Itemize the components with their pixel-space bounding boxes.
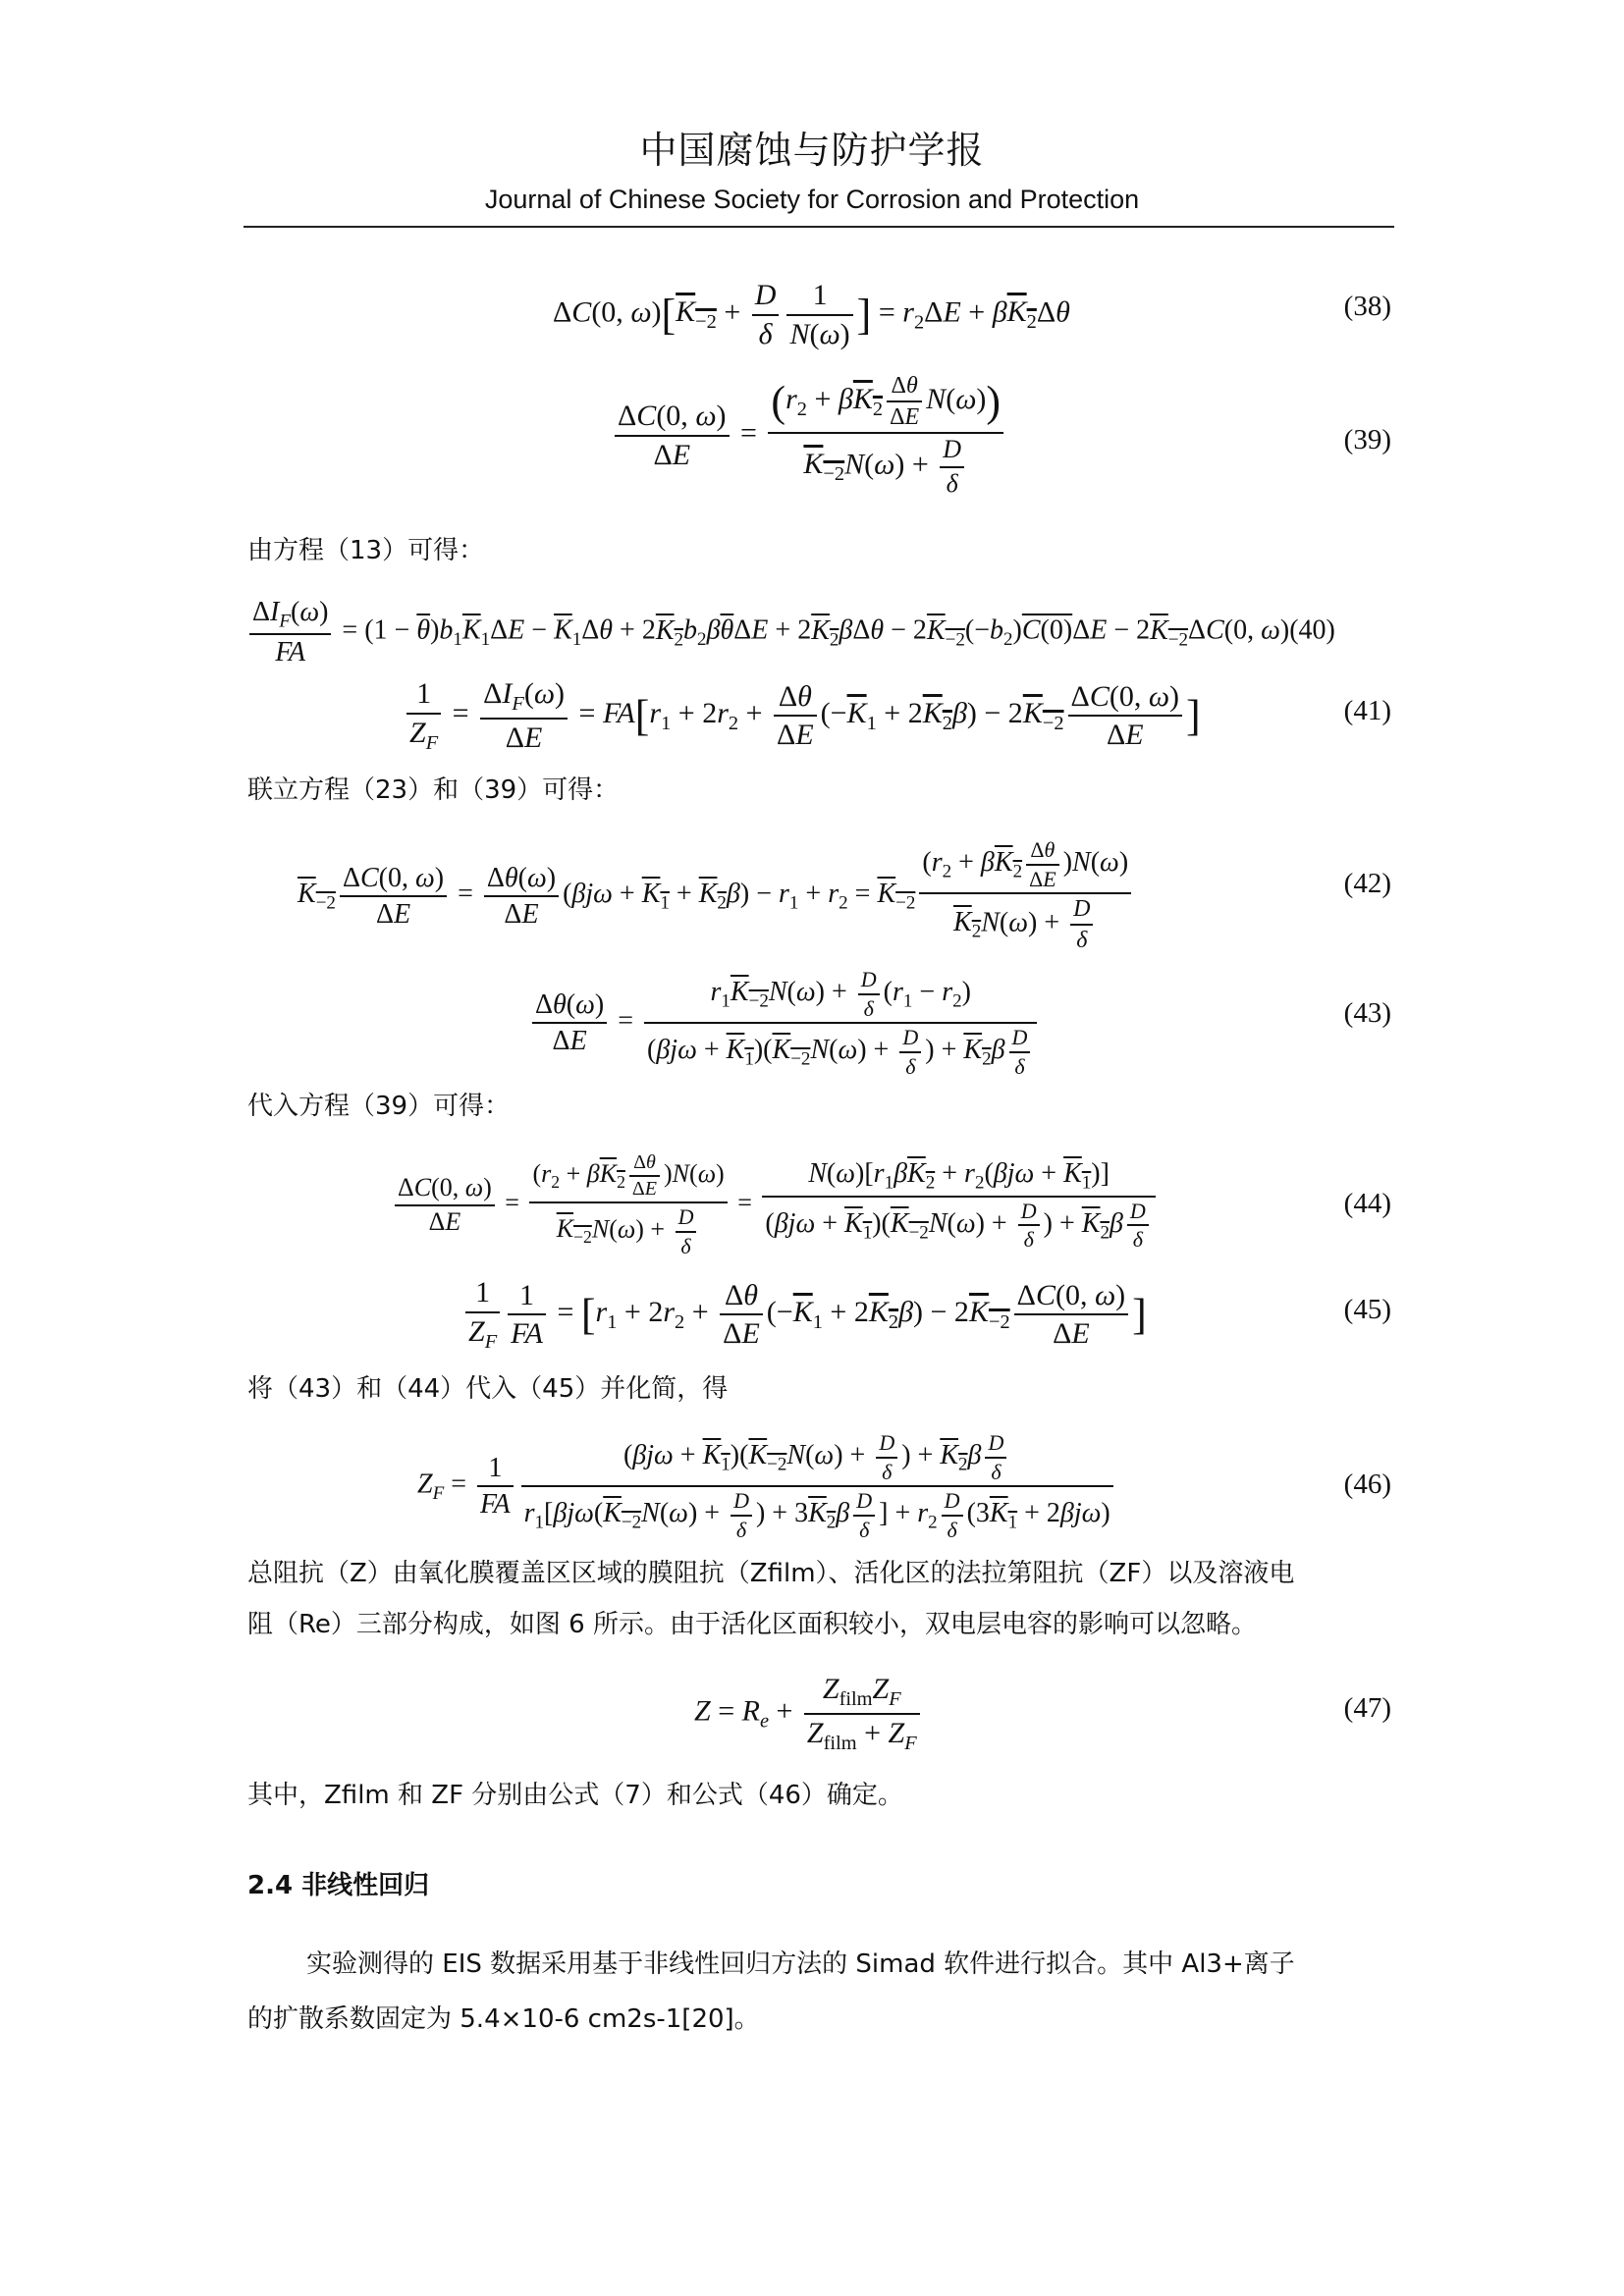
paragraph-sub39: 代入方程（39）可得： bbox=[247, 1092, 511, 1121]
equation-46-body: $Z_F$ = $\frac{1}{FA}$ $(\beta j\omega + K_1)(K_{-2}N(\omega)$ + $\frac{D}{\delta}$ ) + $K_2\beta$ $\frac{D}{\delta}$ $r_1[\beta j\omega(K_{-2}N(\omega)$ + $\frac{D}{\delta}$ ) + $3K_2\beta$ $\frac{D}{\delta}$ ] + $r_2$ $\frac{D}{\delta}$ $(3K_1 + 2\beta j\omega)$ bbox=[417, 1429, 1117, 1543]
equation-42-body: $K_{-2}$ $\frac{\Delta C(0, \omega)}{\Delta E}$ = $\frac{\Delta\theta(\omega)}{\Delta E}$ $(\beta j\omega + K_1 + K_2\beta) - r_1 + r_2 = K_{-2}$ ($r_2 + \beta K_2$ $\frac{\Delta\theta}{\Delta E}$ )N(ω) $K_2N(\omega)$ + $\frac{D}{\delta}$ bbox=[298, 836, 1135, 955]
journal-title-cn: 中国腐蚀与防护学报 bbox=[639, 129, 985, 172]
equation-47-body: $Z = R_e$ + $\frac{Z_{film}Z_F}{Z_{film} + Z_F}$ bbox=[694, 1671, 924, 1756]
section-heading bbox=[247, 1865, 429, 1901]
paragraph-exp-1: 实验测得的 EIS 数据采用基于非线性回归方法的 Simad 软件进行拟合。其中 Al3+离子 bbox=[306, 1949, 1295, 1979]
paragraph-exp-2: 的扩散系数固定为 5.4×10-6 cm2s-1[20]。 bbox=[247, 2004, 760, 2034]
equation-number: (43) bbox=[1343, 997, 1391, 1029]
equation-43-body: $\frac{\Delta\theta(\omega)}{\Delta E}$ = $r_1K_{-2}N(\omega)$ + $\frac{D}{\delta}$ $(r_1 - r_2)$ $(\beta j\omega + K_1)(K_{-2}N(\omega)$ + $\frac{D}{\delta}$ ) + $K_2\beta$ $\frac{D}{\delta}$ bbox=[528, 966, 1041, 1080]
equation-number: (44) bbox=[1343, 1188, 1391, 1219]
equation-44-body: $\frac{\Delta C(0, \omega)}{\Delta E}$ = ($r_2 + \beta K_2$ $\frac{\Delta\theta}{\Delta E}$ )N(ω) $K_{-2}N(\omega)$ + $\frac{D}{\delta}$ = $N(\omega)[r_1\beta K_2 + r_2(\beta j\omega + K_1)]$ $(\beta j\omega + K_1)(K_{-2}N(\omega)$ + $\frac{D}{\delta}$ ) + $K_2\beta$ $\frac{D}{\delta}$ bbox=[391, 1150, 1160, 1259]
equation-41-body: $\frac{1}{Z_F}$ = $\frac{\Delta I_F(\omega)}{\Delta E}$ = $FA[r_1 + 2r_2$ + $\frac{\Delta\theta}{\Delta E}$ $(-\overline{K}_1 + 2K_2\beta) - 2K_{-2}$ $\frac{\Delta C(0, \omega)}{\Delta E}$ ] bbox=[403, 675, 1201, 756]
equation-number: (38) bbox=[1343, 291, 1391, 322]
equation-number: (42) bbox=[1343, 868, 1391, 899]
paragraph-total-2: 阻（Re）三部分构成，如图 6 所示。由于活化区面积较小，双电层电容的影响可以忽略。 bbox=[247, 1610, 1257, 1639]
equation-number: (47) bbox=[1343, 1692, 1391, 1724]
journal-title-en: Journal of Chinese Society for Corrosion and Protection bbox=[484, 185, 1140, 214]
equation-number: (41) bbox=[1343, 695, 1391, 726]
equation-number: (46) bbox=[1343, 1468, 1391, 1500]
paragraph-total-1: 总阻抗（Z）由氧化膜覆盖区区域的膜阻抗（Zfilm）、活化区的法拉第阻抗（ZF）以及溶液电 bbox=[247, 1559, 1295, 1588]
equation-45-body: $\frac{1}{Z_F}$ $\frac{1}{FA}$ = [$r_1 + 2r_2$ + $\frac{\Delta\theta}{\Delta E}$ $(-\overline{K}_1 + 2K_2\beta) - 2K_{-2}$ $\frac{\Delta C(0, \omega)}{\Delta E}$ ] bbox=[461, 1274, 1147, 1355]
paragraph-eq13: 由方程（13）可得： bbox=[247, 536, 485, 565]
equation-number: (45) bbox=[1343, 1294, 1391, 1325]
equation-number: (39) bbox=[1343, 424, 1391, 455]
equation-number: (40) bbox=[1289, 614, 1335, 646]
paragraph-eq23-39: 联立方程（23）和（39）可得： bbox=[247, 775, 620, 805]
header-divider bbox=[244, 226, 1394, 228]
paragraph-sub45: 将（43）和（44）代入（45）并化简，得 bbox=[247, 1374, 729, 1404]
section-number: 2.4 bbox=[247, 1871, 294, 1900]
equation-40-body: $\frac{\Delta I_F(\omega)}{FA}$ = $(1 - \overline{\theta})b_1\overline{K}_1\Delta E - \overline{K}_1\Delta\theta + 2K_2b_2\beta\overline{\theta}\Delta E + 2K_2\beta\Delta\theta - 2K_{-2}(-b_2)C(0)\Delta E - 2K_{-2}\Delta C(0$, ω)(40) bbox=[245, 595, 1335, 669]
paragraph-where: 其中，Zfilm 和 ZF 分别由公式（7）和公式（46）确定。 bbox=[247, 1781, 903, 1810]
equation-38-body: ΔC(0, $\omega)[K_{-2}$ + $\frac{D}{\delta}$ $\frac{1}{N(\omega)}$ ] = $r_2\Delta E + \beta K_2\Delta\theta$ bbox=[553, 279, 1070, 350]
equation-39-body: $\frac{\Delta C(0, \omega)}{\Delta E}$ = ($r_2 + \beta K_2$ $\frac{\Delta\theta}{\Delta E}$ N(ω)) $K_{-2}N(\omega)$ + $\frac{D}{\delta}$ bbox=[611, 371, 1007, 500]
section-title: 非线性回归 bbox=[301, 1871, 430, 1900]
